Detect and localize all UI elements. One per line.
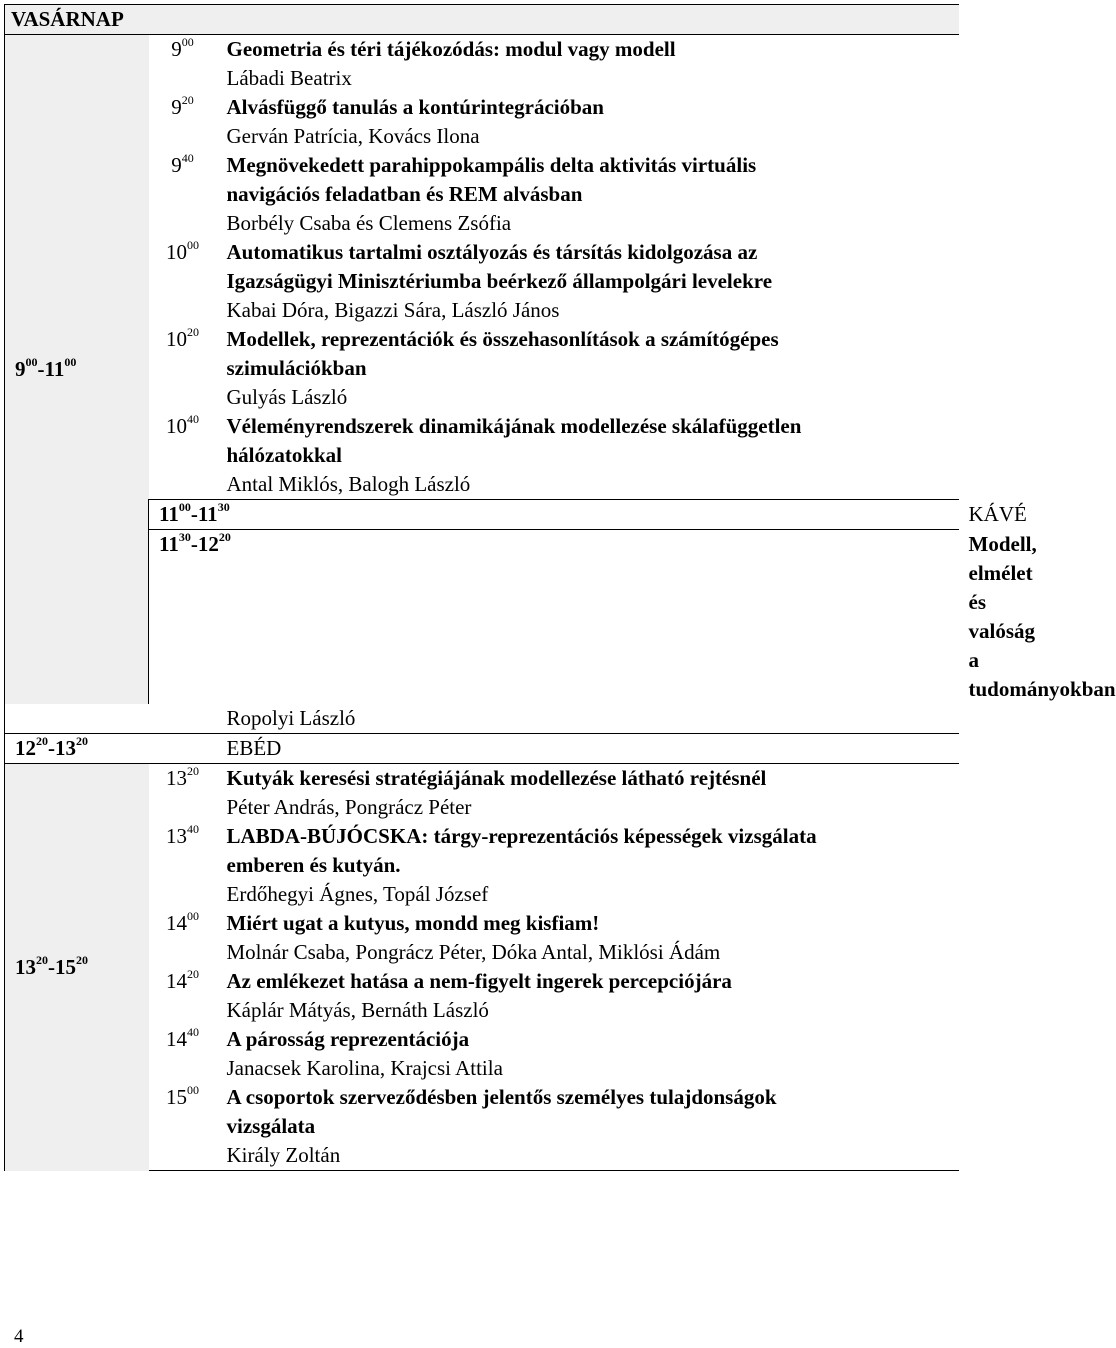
author-row [5, 296, 959, 325]
talk-title: Megnövekedett parahippokampális delta aktivitás virtuális navigációs feladatban és REM alvásban [226, 153, 757, 206]
talk-authors: Borbély Csaba és Clemens Zsófia [226, 211, 512, 235]
talk-row [5, 764, 959, 794]
author-row [5, 704, 959, 734]
plenary-row: $11^{30}-12^{20}$ Modell, elmélet és valóság a tudományokban [5, 530, 959, 705]
talk-authors: Gulyás László [226, 385, 348, 409]
author-row [5, 880, 959, 909]
talk-authors: Janacsek Karolina, Krajcsi Attila [226, 1056, 503, 1080]
author-row [5, 209, 959, 238]
talk-row [5, 238, 959, 296]
day-header-row [5, 5, 959, 35]
plenary-authors: Ropolyi László [226, 706, 356, 730]
talk-row [5, 967, 959, 996]
talk-authors: Péter András, Pongrácz Péter [226, 795, 472, 819]
coffee-row: $11^{00}-11^{30}$ KÁVÉ [5, 500, 959, 530]
talk-title: Geometria és téri tájékozódás: modul vagy modell [217, 35, 959, 65]
talk-title: A csoportok szerveződésben jelentős személyes tulajdonságok vizsgálata [226, 1085, 777, 1138]
talk-row [5, 35, 959, 65]
talk-title: A párosság reprezentációja [226, 1027, 470, 1051]
author-row [5, 383, 959, 412]
talk-title: Modellek, reprezentációk és összehasonlítások a számítógépes szimulációkban [226, 327, 779, 380]
talk-row [5, 325, 959, 383]
talk-title: Véleményrendszerek dinamikájának modellezése skálafüggetlen hálózatokkal [226, 414, 802, 467]
talk-time: $9^{40}$ [171, 151, 194, 177]
talk-title: LABDA-BÚJÓCSKA: tárgy-reprezentációs képességek vizsgálata emberen és kutyán. [226, 824, 817, 877]
talk-row [5, 1083, 959, 1141]
talk-time: $14^{40}$ [166, 1025, 199, 1051]
author-row [5, 64, 959, 93]
block-time-afternoon: $13^{20}-15^{20}$ [5, 764, 149, 1171]
talk-title: Miért ugat a kutyus, mondd meg kisfiam! [226, 911, 600, 935]
talk-row [5, 412, 959, 470]
talk-authors: Erdőhegyi Ágnes, Topál József [226, 882, 489, 906]
talk-authors: Káplár Mátyás, Bernáth László [226, 998, 489, 1022]
author-row [5, 938, 959, 967]
talk-row [5, 909, 959, 938]
day-header: VASÁRNAP [5, 5, 959, 35]
lunch-time: $12^{20}-13^{20}$ [5, 734, 217, 764]
talk-time: $9^{20}$ [171, 93, 194, 119]
page-number: 4 [14, 1326, 24, 1347]
author-row [5, 122, 959, 151]
author-row [5, 470, 959, 500]
talk-authors: Király Zoltán [217, 1141, 959, 1171]
talk-authors: Lábadi Beatrix [226, 66, 352, 90]
talk-authors: Molnár Csaba, Pongrácz Péter, Dóka Antal, Miklósi Ádám [226, 940, 721, 964]
talk-time: $10^{40}$ [166, 412, 199, 438]
author-row [5, 1054, 959, 1083]
talk-time: $15^{00}$ [166, 1083, 199, 1109]
lunch-row [5, 734, 959, 764]
talk-time: $10^{20}$ [166, 325, 199, 351]
author-row [5, 996, 959, 1025]
talk-time: $14^{20}$ [166, 967, 199, 993]
talk-time: $13^{40}$ [166, 822, 199, 848]
talk-title: Az emlékezet hatása a nem-figyelt ingerek percepciójára [226, 969, 732, 993]
talk-title: Kutyák keresési stratégiájának modellezése látható rejtésnél [217, 764, 959, 794]
talk-time: $9^{00}$ [149, 35, 217, 65]
talk-authors: Antal Miklós, Balogh László [226, 472, 471, 496]
talk-row [5, 1025, 959, 1054]
talk-time: $14^{00}$ [166, 909, 199, 935]
talk-title: Alvásfüggő tanulás a kontúrintegrációban [226, 95, 604, 119]
schedule-table [4, 4, 1116, 1171]
talk-title: Automatikus tartalmi osztályozás és társítás kidolgozása az Igazságügyi Minisztériumba beérkező állampolgári levelekre [226, 240, 773, 293]
coffee-time: $11^{00}-11^{30}$ [149, 500, 959, 530]
talk-time: $10^{00}$ [166, 238, 199, 264]
lunch-label: EBÉD [217, 734, 959, 764]
talk-row [5, 822, 959, 880]
talk-time: $13^{20}$ [149, 764, 217, 794]
talk-row [5, 151, 959, 209]
talk-row [5, 93, 959, 122]
author-row [5, 1141, 959, 1171]
talk-authors: Kabai Dóra, Bigazzi Sára, László János [226, 298, 560, 322]
plenary-time: $11^{30}-12^{20}$ [149, 530, 959, 705]
block-time-morning: $9^{00}-11^{00}$ [5, 35, 149, 705]
talk-authors: Gerván Patrícia, Kovács Ilona [226, 124, 480, 148]
author-row [5, 793, 959, 822]
